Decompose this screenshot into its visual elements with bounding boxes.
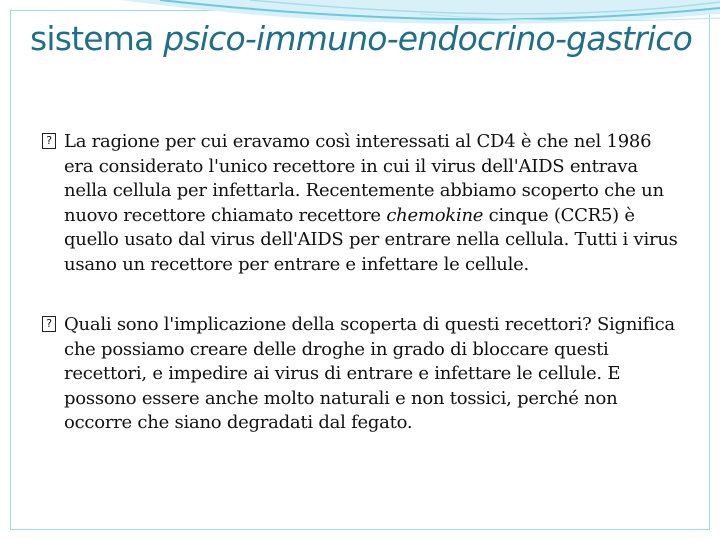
paragraph-2-text: Quali sono l'implicazione della scoperta di questi recettori? Significa che possiamo creare delle droghe in grado di bloccare questi recettori, e impedire ai virus di entrare e infettare le cellule. E possono essere anche molto naturali e non tossici, perché non occorre che siano degradati dal fegato.: [64, 314, 675, 433]
title-italic: psico-immuno-endocrino-gastrico: [163, 19, 693, 58]
paragraph-implications: [46, 313, 686, 436]
bullet-icon: ?: [42, 316, 56, 332]
slide-body: [46, 130, 686, 436]
title-regular: sistema: [30, 19, 164, 58]
bullet-icon: ?: [42, 133, 56, 149]
paragraph-1-text-b: cinque (CCR5) è quello usato dal virus dell'AIDS per entrare nella cellula. Tutti i virus usano un recettore per entrare e infettare le cellule.: [64, 204, 678, 275]
paragraph-cd4: [46, 130, 686, 277]
slide-title: [30, 18, 700, 60]
paragraph-1-italic: chemokine: [386, 204, 484, 226]
paragraph-1-text-a: La ragione per cui eravamo così interessati al CD4 è che nel 1986 era considerato l'unico recettore in cui il virus dell'AIDS entrava nella cellula per infettarla. Recentemente abbiamo scoperto che un nuovo recettore chiamato recettore: [64, 131, 664, 226]
